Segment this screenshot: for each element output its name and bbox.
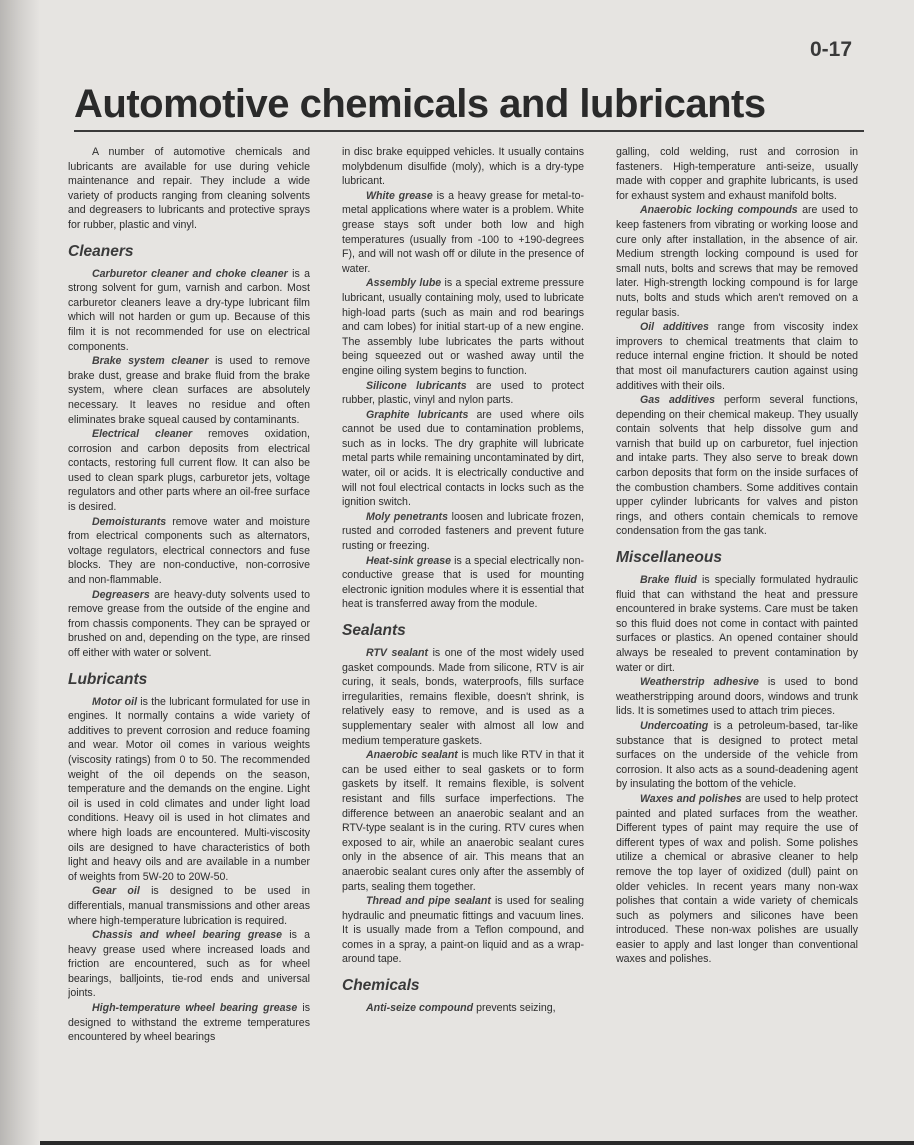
paragraph <box>616 203 858 320</box>
defined-term: Electrical cleaner <box>92 428 193 441</box>
defined-term: RTV sealant <box>366 647 429 659</box>
paragraph <box>68 588 310 661</box>
paragraph <box>68 267 310 355</box>
paragraph-text: is a special extreme pressure lubricant, usually containing moly, used to lubricate high-load parts (such as main and rod bearings and cam lobes) for initial start-up of a new engine. The assembly lube lubricates the parts without being squeezed out or washed away until the engine oiling system begins to function. <box>342 277 584 377</box>
paragraph <box>616 145 858 203</box>
paragraph-text: removes oxidation, corrosion and carbon deposits from electrical contacts, restoring full current flow. It can also be used to clean spark plugs, carburetor jets, voltage regulators and other parts where an oil-free surface is desired. <box>68 428 310 514</box>
paragraph <box>68 928 310 1001</box>
defined-term: Oil additives <box>640 321 709 334</box>
paragraph-text: remove water and moisture from electrical components such as alternators, voltage regulators, electrical connectors and fuse blocks. They are non-conductive, non-corrosive and non-flammable. <box>68 515 310 587</box>
paragraph-text: is one of the most widely used gasket compounds. Made from silicone, RTV is air curing, it seals, bonds, waterproofs, fills surface irregularities, remains flexible, doesn't shrink, is relatively easy to remove, and is used as a supplementary sealer with almost all low and medium temperature gaskets. <box>342 647 584 747</box>
paragraph-text: are used where oils cannot be used due to contamination problems, such as in locks. The dry graphite will lubricate metal parts while remaining uncontaminated by dirt, water, oil or acids. It is electrically conductive and will not foul electrical contacts in locks such as the ignition switch. <box>342 408 584 509</box>
section-heading: Sealants <box>342 622 406 639</box>
paragraph <box>68 515 310 588</box>
paragraph <box>342 894 584 967</box>
paragraph <box>68 145 310 233</box>
paragraph-text: is designed to be used in differentials, manual transmissions and other areas where high-temperature lubrication is required. <box>68 885 310 927</box>
defined-term: Anaerobic sealant <box>366 749 458 762</box>
section-heading: Chemicals <box>342 977 420 995</box>
paragraph-text: is the lubricant formulated for use in engines. It normally contains a wide variety of additives to prevent corrosion and reduce foaming and wear. Motor oil comes in various weights (viscosity ratings) from 0 to 50. The recommended weight of the oil depends on the season, temperature and the demands on the engine. Light oil is used in cold climates and under light load conditions. Heavy oil is used in hot climates and where high loads are encountered. Multi-viscosity oils are designed to have characteristics of both light and heavy oils and are available in a number of weights from 5W-20 to 20W-50. <box>68 695 310 883</box>
paragraph <box>616 719 858 792</box>
paragraph-text: is used to bond weatherstripping around doors, windows and trunk lids. It is sometimes used to attach trim pieces. <box>616 676 858 718</box>
paragraph-text: are used to protect rubber, plastic, vinyl and nylon parts. <box>342 379 584 407</box>
defined-term: Motor oil <box>92 695 138 708</box>
paragraph <box>68 1001 310 1045</box>
page-title: Automotive chemicals and lubricants <box>74 82 766 126</box>
paragraph <box>342 408 584 510</box>
title-rule <box>74 130 864 132</box>
paragraph <box>616 393 858 539</box>
paragraph-text: are used to help protect painted and plated surfaces from the weather. Different types of paint may require the use of different types of wax and polish. Some polishes utilize a chemical or abrasive cleaner to help remove the top layer of oxidized (dull) paint on older vehicles. In recent years many non-wax polishes that contain a wide variety of chemicals such as polymers and silicones have been introduced. These non-wax polishes are usually easier to apply and last longer than conventional waxes and polishes. <box>616 792 858 966</box>
paragraph-text: is a special electrically non-conductive grease that is used for mounting electronic ignition modules where it is essential that heat is transferred away from the module. <box>342 554 584 611</box>
article-body <box>68 145 858 1120</box>
defined-term: Demoisturants <box>92 515 167 528</box>
page-number: 0-17 <box>809 38 852 61</box>
defined-term: Brake fluid <box>640 574 697 587</box>
defined-term: Gear oil <box>92 885 140 898</box>
paragraph-text: A number of automotive chemicals and lubricants are available for use during vehicle maintenance and repair. They include a wide variety of products ranging from cleaning solvents and degreasers to lubricants and protective sprays for rubber, plastic and vinyl. <box>68 146 310 231</box>
paragraph-text: is a petroleum-based, tar-like substance that is designed to protect metal surfaces on the underside of the vehicle from corrosion. It also acts as a sound-deadening agent by insulating the bottom of the vehicle. <box>616 719 858 791</box>
paragraph-text: are used to keep fasteners from vibrating or working loose and cure only after installation, in the absence of air. Medium strength locking compound is used for small nuts, bolts and screws that may be removed later. High-strength locking compound is for large nuts, bolts and studs which aren't removed on a regular basis. <box>616 204 858 319</box>
defined-term: High-temperature wheel bearing grease <box>92 1002 298 1015</box>
paragraph-text: is a strong solvent for gum, varnish and carbon. Most carburetor cleaners leave a dry-type lubricant film which will not harden or gum up. Because of this film it is not recommended for use on electrical components. <box>68 267 310 353</box>
defined-term: Silicone lubricants <box>366 379 467 392</box>
paragraph <box>616 675 858 719</box>
defined-term: Degreasers <box>92 588 150 601</box>
column-2 <box>342 145 584 1120</box>
bottom-rule <box>40 1141 914 1145</box>
defined-term: Thread and pipe sealant <box>366 895 491 908</box>
paragraph <box>616 573 858 675</box>
paragraph-text: is used for sealing hydraulic and pneumatic fittings and vacuum lines. It is usually made from a Teflon compound, and comes in a spray, a paint-on liquid and as a wrap-around tape. <box>342 895 584 966</box>
paragraph <box>68 427 310 515</box>
defined-term: Chassis and wheel bearing grease <box>92 929 283 942</box>
defined-term: Carburetor cleaner and choke cleaner <box>92 267 288 280</box>
paragraph <box>616 320 858 393</box>
paragraph-text: in disc brake equipped vehicles. It usually contains molybdenum disulfide (moly), which is a dry-type lubricant. <box>342 146 584 188</box>
column-3 <box>616 145 858 1120</box>
defined-term: Graphite lubricants <box>366 408 469 421</box>
paragraph-text: is much like RTV in that it can be used either to seal gaskets or to form gaskets by itself. It remains flexible, is solvent resistant and fills surface imperfections. The difference between an anaerobic sealant and an RTV-type sealant is in the curing. RTV cures when exposed to air, while an anaerobic sealant cures only in the absence of air. This means that an anaerobic sealant cures only after the assembly of parts, sealing them together. <box>342 749 584 893</box>
defined-term: Gas additives <box>640 394 715 407</box>
paragraph-text: perform several functions, depending on their chemical makeup. They usually contain solvents that help dissolve gum and varnish that build up on carburetor, fuel injection and intake parts. They also serve to break down carbon deposits that form on the inside surfaces of the combustion chambers. Some additives contain upper cylinder lubricants for valves and piston rings, and others contain chemicals to remove condensation from the gas tank. <box>616 394 858 538</box>
paragraph-text: is a heavy grease for metal-to-metal applications where water is a problem. White grease stays soft under both low and high temperatures (usually from -100 to +190-degrees F), and will not wash off or dilute in the presence of water. <box>342 189 584 275</box>
defined-term: Moly penetrants <box>366 510 448 523</box>
paragraph <box>68 695 310 885</box>
paragraph <box>342 510 584 554</box>
binding-edge-shadow <box>0 0 40 1145</box>
paragraph-text: galling, cold welding, rust and corrosion in fasteners. High-temperature anti-seize, usually made with copper and graphite lubricants, is used for exhaust system and exhaust manifold bolts. <box>616 146 858 202</box>
paragraph <box>342 145 584 189</box>
paragraph <box>616 792 858 967</box>
paragraph-text: loosen and lubricate frozen, rusted and corroded fasteners and prevent future rusting or freezing. <box>342 510 584 553</box>
column-1 <box>68 145 310 1120</box>
paragraph-text: is designed to withstand the extreme temperatures encountered by wheel bearings <box>68 1002 310 1044</box>
paragraph <box>342 748 584 894</box>
defined-term: Weatherstrip adhesive <box>640 676 759 689</box>
defined-term: Anaerobic locking compounds <box>640 204 798 217</box>
paragraph <box>342 189 584 277</box>
defined-term: Undercoating <box>640 719 709 732</box>
defined-term: White grease <box>366 189 433 202</box>
paragraph-text: prevents seizing, <box>473 1002 556 1015</box>
section-heading: Lubricants <box>68 670 148 688</box>
paragraph <box>342 554 584 612</box>
paragraph <box>68 884 310 928</box>
defined-term: Waxes and polishes <box>640 792 742 805</box>
paragraph <box>68 354 310 427</box>
section-heading: Cleaners <box>68 242 134 260</box>
paragraph-text: is a heavy grease used where increased loads and friction are encountered, such as for wheel bearings, balljoints, tie-rod ends and universal joints. <box>68 929 310 1000</box>
paragraph-text: range from viscosity index improvers to chemical treatments that claim to reduce internal engine friction. It should be noted that most oil manufacturers caution against using additives with their oils. <box>616 321 858 392</box>
section-heading: Miscellaneous <box>616 549 722 567</box>
paragraph-text: are heavy-duty solvents used to remove grease from the outside of the engine and from chassis components. They can be sprayed or brushed on and, depending on the type, are rinsed off either with water or solvent. <box>68 588 310 659</box>
paragraph-text: is specially formulated hydraulic fluid that can withstand the heat and pressure encountered in brake systems. Care must be taken so this fluid does not come in contact with painted surfaces or plastics. An opened container should always be resealed to prevent contamination by water or dirt. <box>616 574 858 674</box>
defined-term: Anti-seize compound <box>366 1002 474 1015</box>
defined-term: Heat-sink grease <box>366 554 452 567</box>
paragraph-text: is used to remove brake dust, grease and brake fluid from the brake system, where clean surfaces are absolutely necessary. It leaves no residue and often eliminates brake squeal caused by contaminants. <box>68 355 310 426</box>
defined-term: Brake system cleaner <box>92 355 209 368</box>
defined-term: Assembly lube <box>366 277 442 290</box>
paragraph <box>342 379 584 408</box>
paragraph <box>342 276 584 378</box>
paragraph <box>342 646 584 748</box>
paragraph <box>342 1001 584 1016</box>
